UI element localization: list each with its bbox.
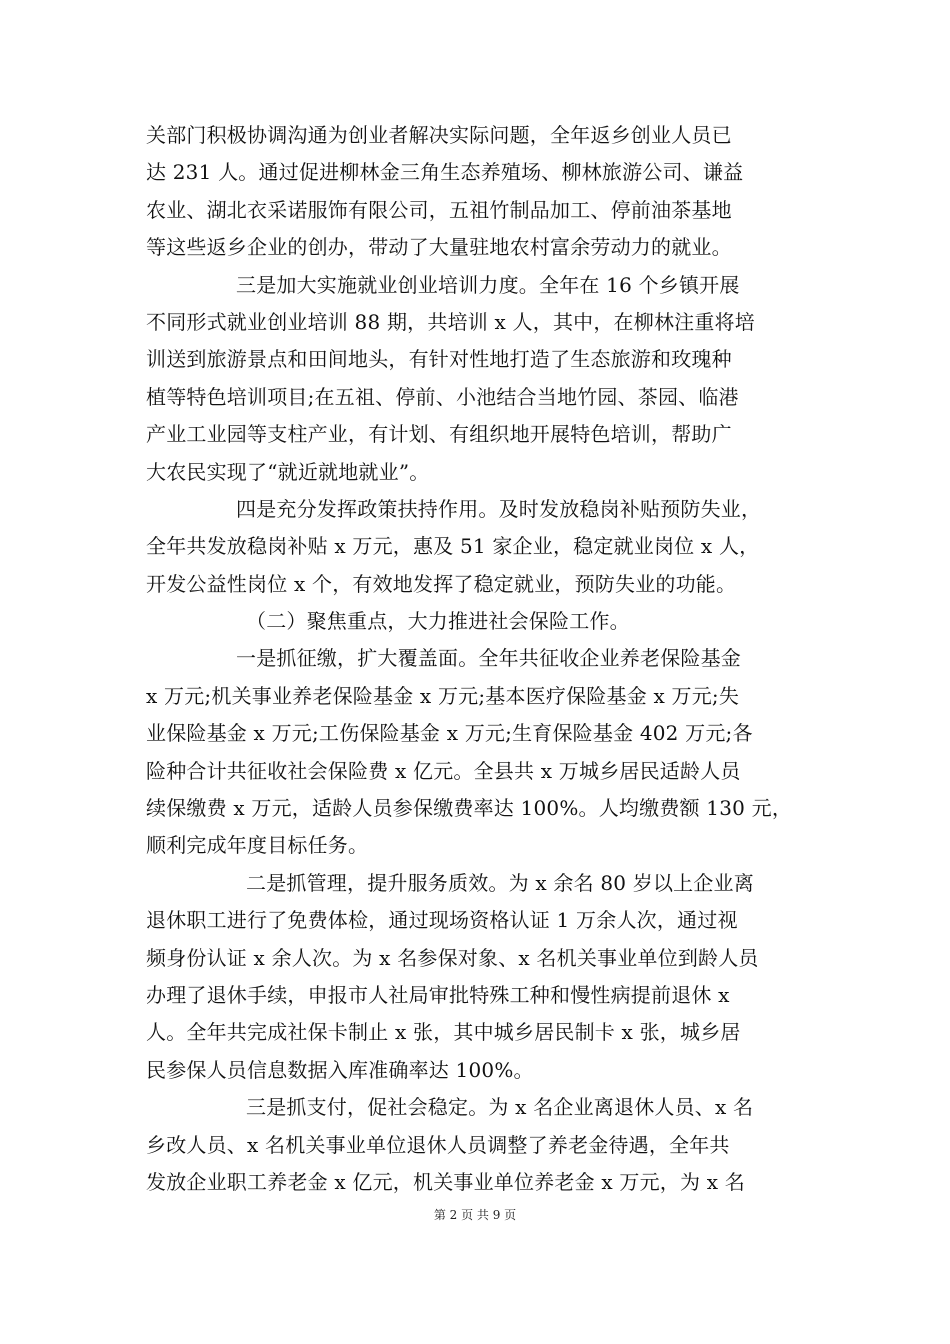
text-line: 植等特色培训项目;在五祖、停前、小池结合当地竹园、茶园、临港 (146, 384, 739, 409)
text-line: 产业工业园等支柱产业，有计划、有组织地开展特色培训，帮助广 (146, 422, 732, 447)
text-line: 等这些返乡企业的创办，带动了大量驻地农村富余劳动力的就业。 (146, 235, 732, 260)
text-line: 办理了退休手续，申报市人社局审批特殊工种和慢性病提前退休 x (146, 982, 730, 1007)
text-line: 退休职工进行了免费体检，通过现场资格认证 1 万余人次，通过视 (146, 908, 738, 933)
paragraph-start-line: 三是加大实施就业创业培训力度。全年在 16 个乡镇开展 (236, 272, 740, 297)
text-line: 民参保人员信息数据入库准确率达 100%。 (146, 1057, 534, 1082)
text-line: 达 231 人。通过促进柳林金三角生态养殖场、柳林旅游公司、谦益 (146, 160, 744, 185)
text-line: 农业、湖北衣采诺服饰有限公司，五祖竹制品加工、停前油茶基地 (146, 197, 732, 222)
text-line: 关部门积极协调沟通为创业者解决实际问题，全年返乡创业人员已 (146, 123, 732, 147)
text-line: 训送到旅游景点和田间地头，有针对性地打造了生态旅游和玫瑰种 (146, 347, 732, 372)
text-line: 顺利完成年度目标任务。 (146, 833, 369, 858)
text-line: 险种合计共征收社会保险费 x 亿元。全县共 x 万城乡居民适龄人员 (146, 758, 741, 783)
text-line: x 万元;机关事业养老保险基金 x 万元;基本医疗保险基金 x 万元;失 (146, 683, 740, 708)
paragraph-start-line: 二是抓管理，提升服务质效。为 x 余名 80 岁以上企业离 (246, 870, 754, 895)
text-line: 人。全年共完成社保卡制止 x 张，其中城乡居民制卡 x 张，城乡居 (146, 1020, 741, 1045)
page-number: 第 2 页 共 9 页 (433, 1208, 517, 1222)
text-line: 开发公益性岗位 x 个，有效地发挥了稳定就业，预防失业的功能。 (146, 571, 737, 596)
section-heading: （二）聚焦重点，大力推进社会保险工作。 (246, 609, 630, 634)
text-line: 续保缴费 x 万元，适龄人员参保缴费率达 100%。人均缴费额 130 元， (146, 796, 793, 821)
text-line: 发放企业职工养老金 x 亿元，机关事业单位养老金 x 万元，为 x 名 (146, 1169, 745, 1194)
text-line: 全年共发放稳岗补贴 x 万元，惠及 51 家企业，稳定就业岗位 x 人， (146, 534, 760, 559)
document-body (146, 117, 810, 1201)
text-line: 大农民实现了“就近就地就业”。 (146, 459, 430, 484)
text-line: 不同形式就业创业培训 88 期，共培训 x 人，其中，在柳林注重将培 (146, 309, 755, 334)
paragraph-start-line: 三是抓支付，促社会稳定。为 x 名企业离退休人员、x 名 (246, 1095, 754, 1120)
text-line: 乡改人员、x 名机关事业单位退休人员调整了养老金待遇，全年共 (146, 1132, 730, 1157)
paragraph-start-line: 一是抓征缴，扩大覆盖面。全年共征收企业养老保险基金 (236, 646, 741, 671)
paragraph-start-line: 四是充分发挥政策扶持作用。及时发放稳岗补贴预防失业， (236, 496, 762, 521)
text-line: 业保险基金 x 万元;工伤保险基金 x 万元;生育保险基金 402 万元;各 (146, 721, 753, 746)
text-line: 频身份认证 x 余人次。为 x 名参保对象、x 名机关事业单位到龄人员 (146, 945, 759, 970)
